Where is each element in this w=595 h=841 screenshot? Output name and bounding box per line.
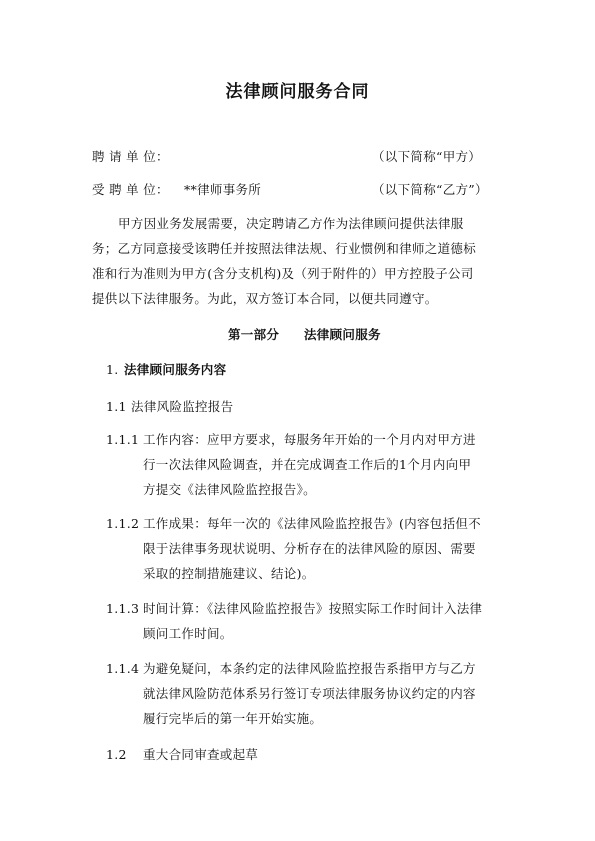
intro-line: 务；乙方同意接受该聘任并按照法律法规、行业惯例和律师之道德标 (92, 241, 477, 256)
clause-number: 1.1.2 (106, 516, 140, 531)
section-title: 法律顾问服务内容 (124, 362, 227, 377)
clause-line: 为避免疑问，本条约定的法律风险监控报告系指甲方与乙方 (143, 661, 476, 676)
clause-number: 1.1.4 (106, 661, 140, 676)
intro-line: 准和行为准则为甲方(含分支机构)及（列于附件的）甲方控股子公司 (92, 266, 474, 281)
party-b-label: 受 聘 单 位： (92, 182, 169, 197)
part-heading-name: 法律顾问服务 (304, 327, 381, 342)
clause-number: 1.1.1 (106, 432, 140, 447)
clause-line: 方提交《法律风险监控报告》。 (143, 482, 316, 497)
intro-line: 提供以下法律服务。为此，双方签订本合同，以便共同遵守。 (92, 291, 438, 306)
intro-line: 甲方因业务发展需要，决定聘请乙方作为法律顾问提供法律服 (118, 216, 464, 231)
party-a-label: 聘 请 单 位： (92, 149, 169, 164)
part-heading-number: 第一部分 (228, 327, 280, 342)
subsection-heading: 1.1 法律风险监控报告 (106, 399, 234, 414)
clause-line: 顾问工作时间。 (143, 626, 233, 641)
clause-line: 时间计算：《法律风险监控报告》按照实际工作时间计入法律 (143, 601, 483, 616)
clause-line: 限于法律事务现状说明、分析存在的法律风险的原因、需要 (143, 541, 476, 556)
document-title: 法律顾问服务合同 (225, 82, 370, 102)
section-number: 1. (106, 362, 119, 377)
subsection-title: 重大合同审查或起草 (143, 747, 259, 762)
clause-line: 工作内容：应甲方要求，每服务年开始的一个月内对甲方进 (143, 432, 476, 447)
clause-line: 工作成果：每年一次的《法律风险监控报告》(内容包括但不 (143, 516, 481, 531)
party-a-alias: （以下简称“甲方） (372, 149, 482, 164)
clause-line: 行一次法律风险调查，并在完成调查工作后的1个月内向甲 (143, 457, 472, 472)
party-b-value: **律师事务所 (184, 182, 262, 197)
clause-number: 1.1.3 (106, 601, 140, 616)
subsection-number: 1.2 (106, 747, 127, 762)
clause-line: 就法律风险防范体系另行签订专项法律服务协议约定的内容 (143, 686, 476, 701)
clause-line: 采取的控制措施建议、结论)。 (143, 566, 315, 581)
clause-line: 履行完毕后的第一年开始实施。 (143, 711, 323, 726)
party-b-alias: （以下简称“乙方”） (372, 182, 488, 197)
